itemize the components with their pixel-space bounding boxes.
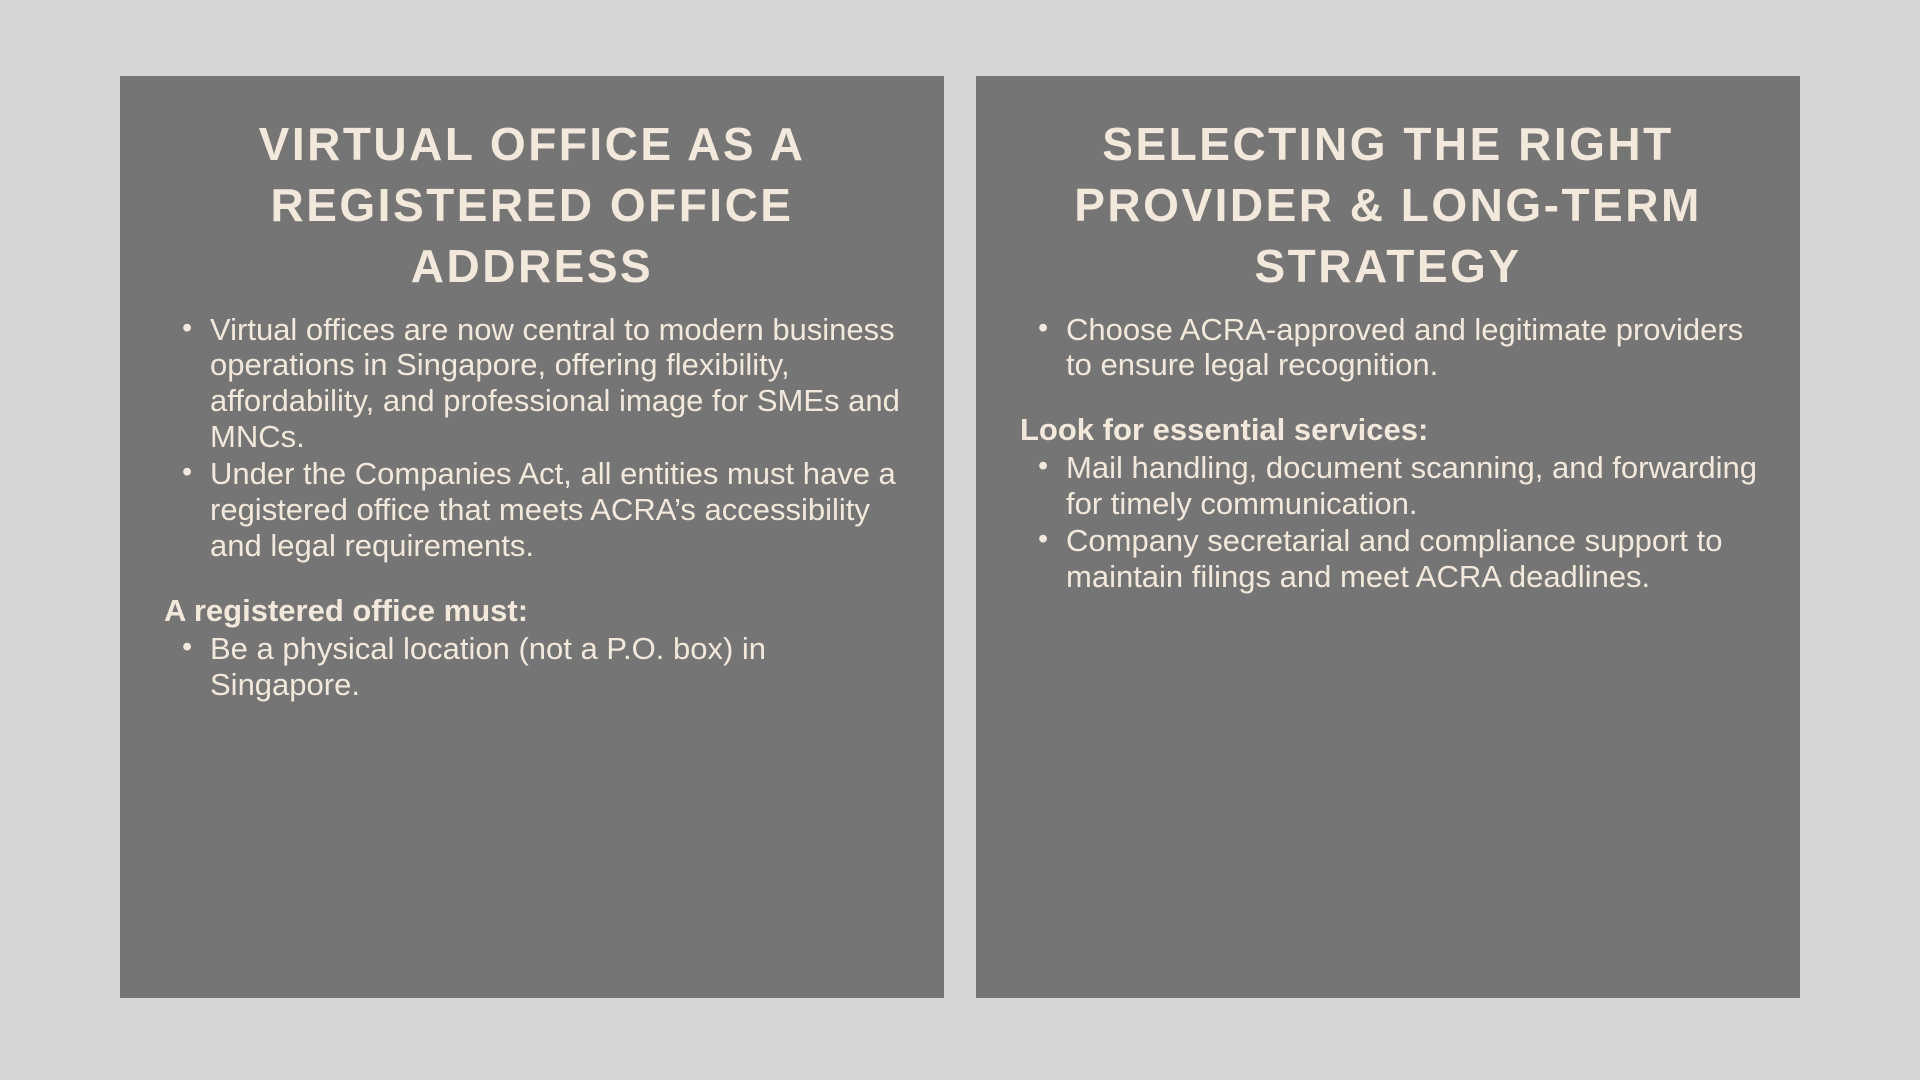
list-item: • Company secretarial and compliance support to maintain filings and meet ACRA deadlines. xyxy=(1062,523,1760,595)
bullet-list-secondary xyxy=(160,631,904,704)
bullet-list-primary xyxy=(160,312,904,566)
lead-in-label: A registered office must: xyxy=(164,593,529,629)
list-item: • Be a physical location (not a P.O. box) in Singapore. xyxy=(206,631,904,703)
panel-left xyxy=(120,76,944,998)
list-item: • Mail handling, document scanning, and forwarding for timely communication. xyxy=(1062,450,1760,522)
page-title: SELECTING THE RIGHT PROVIDER & LONG-TERM STRATEGY xyxy=(1074,118,1702,293)
bullet-list-primary xyxy=(1016,312,1760,385)
panel-right xyxy=(976,76,1800,998)
lead-in-label: Look for essential services: xyxy=(1020,412,1429,448)
bullet-list-secondary xyxy=(1016,450,1760,596)
list-item: • Under the Companies Act, all entities must have a registered office that meets ACRA’s accessibility and legal requirements. xyxy=(206,456,904,564)
list-item: • Choose ACRA-approved and legitimate providers to ensure legal recognition. xyxy=(1062,312,1760,384)
page-title: VIRTUAL OFFICE AS A REGISTERED OFFICE ADDRESS xyxy=(258,118,806,293)
list-item: • Virtual offices are now central to modern business operations in Singapore, offering flexibility, affordability, and professional image for SMEs and MNCs. xyxy=(206,312,904,456)
